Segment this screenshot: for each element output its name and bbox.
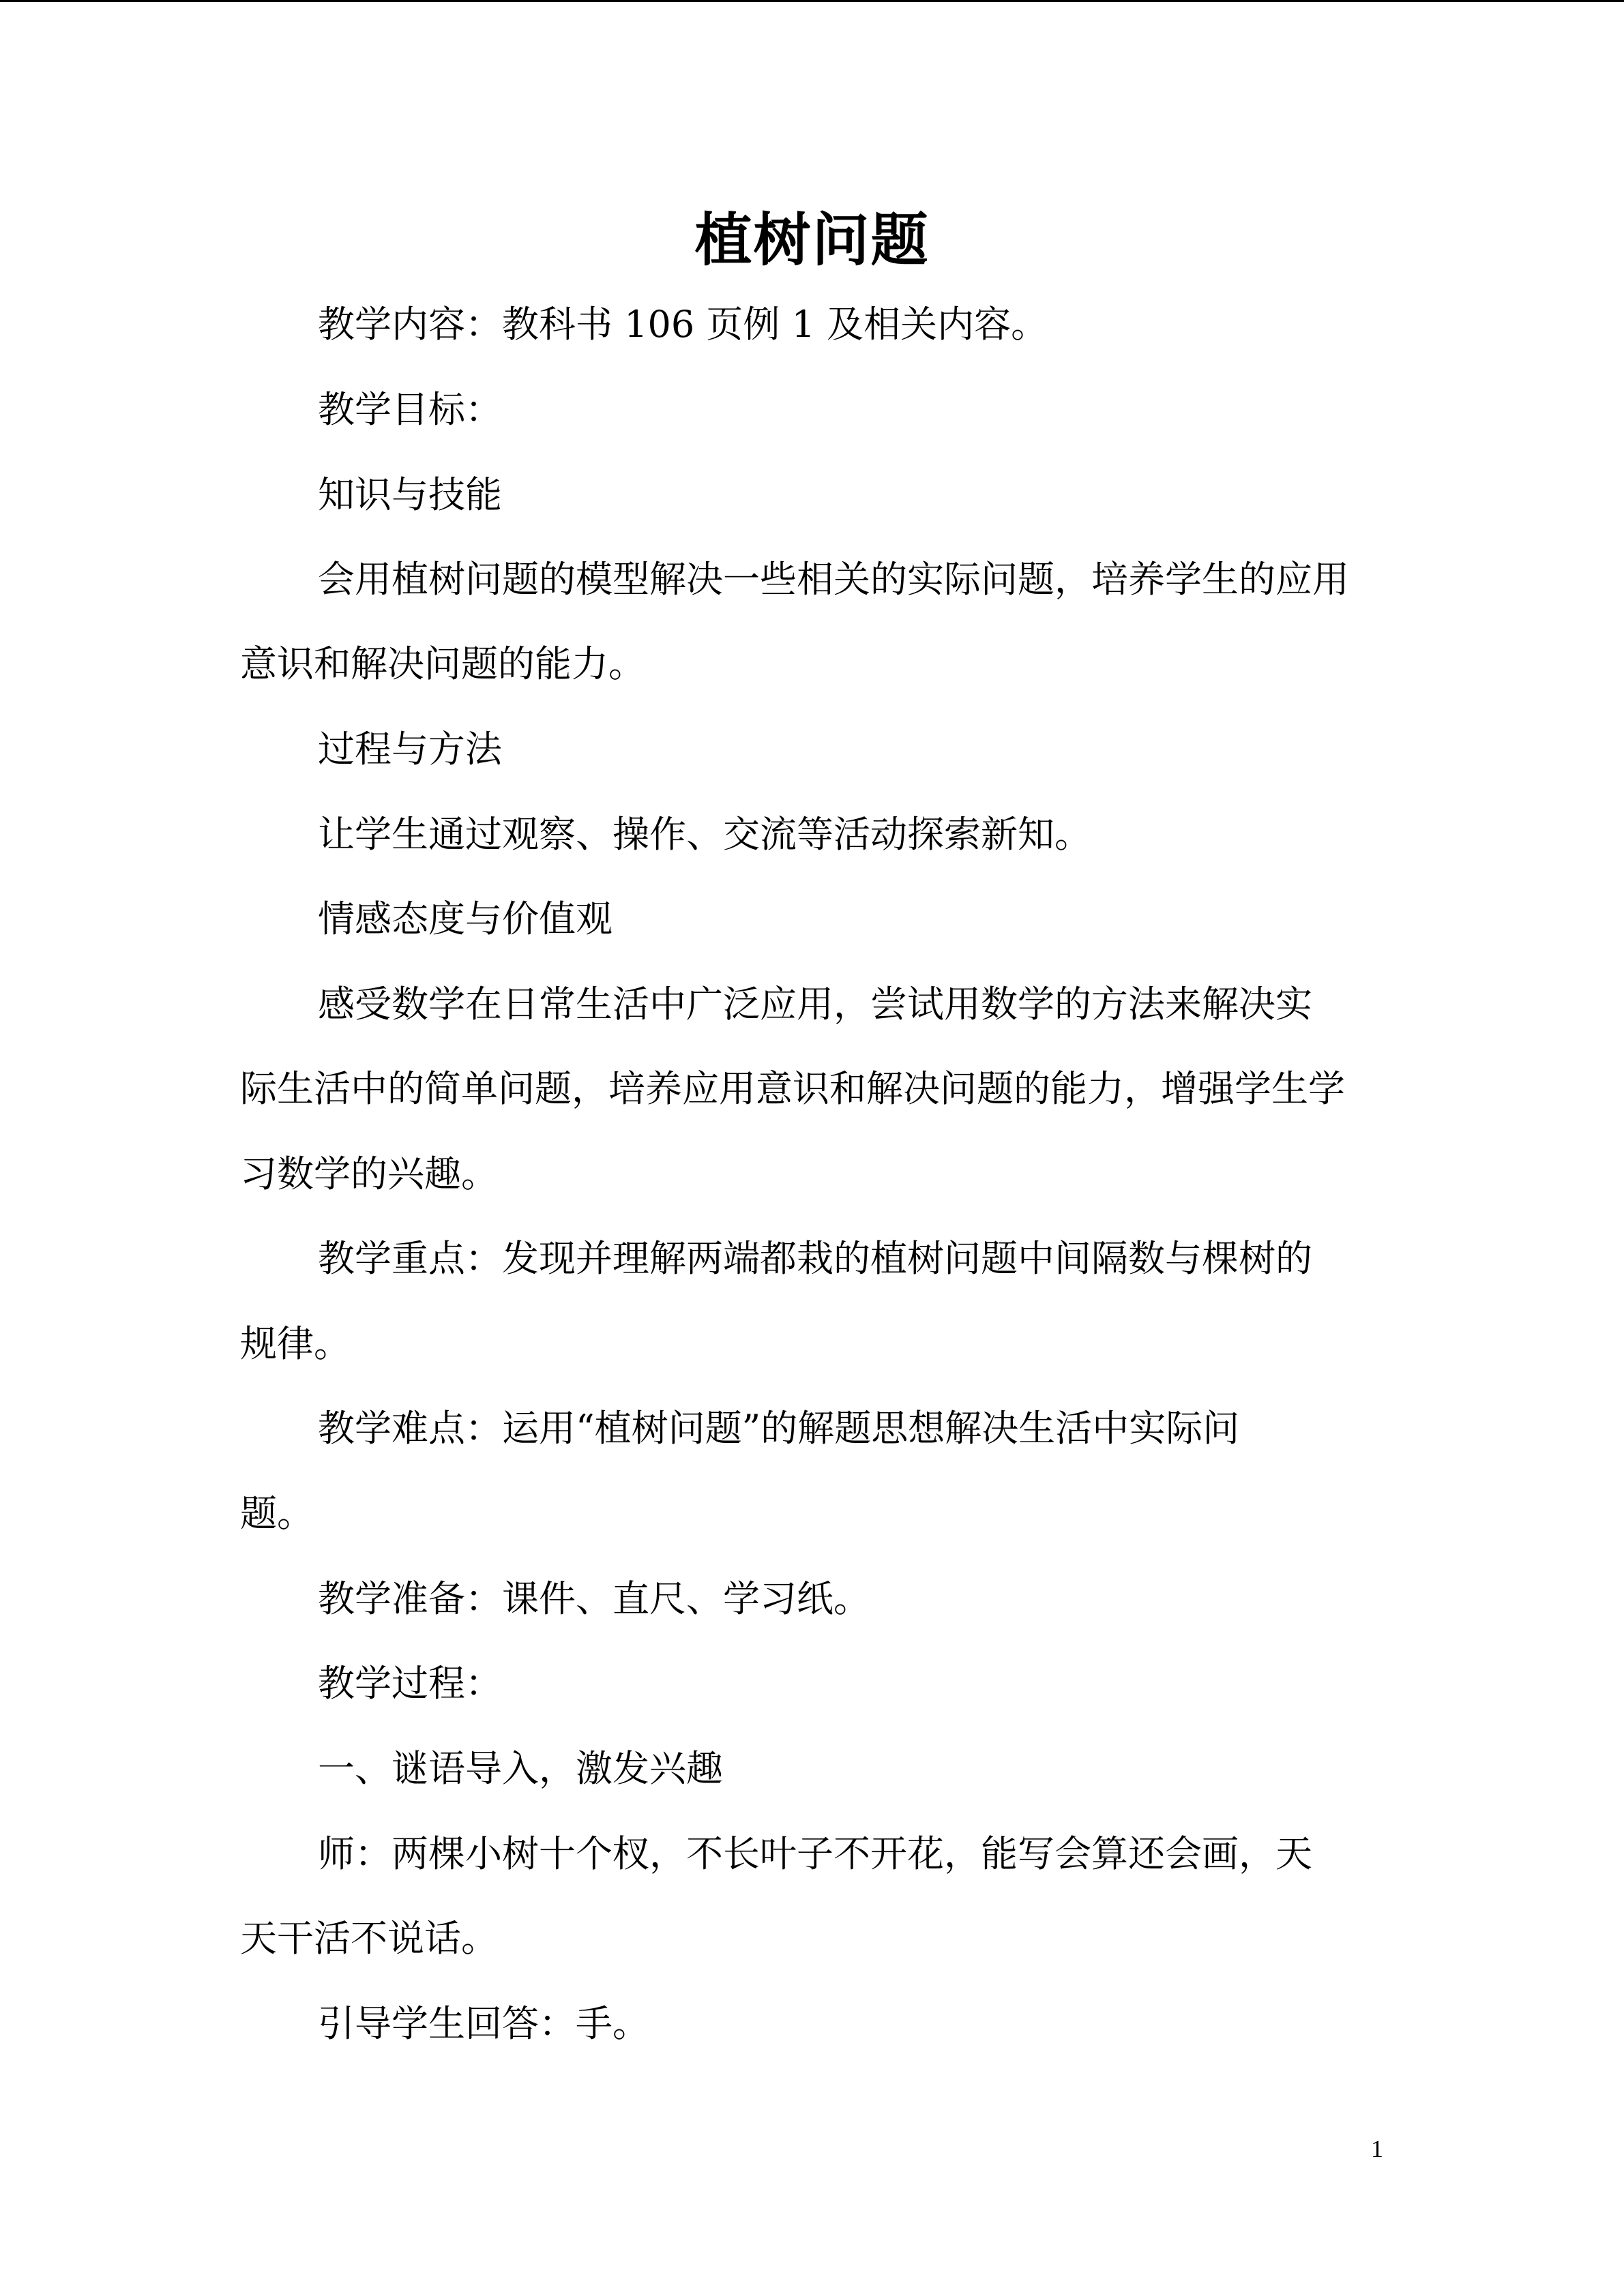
knowledge-skills-text-line-1: 会用植树问题的模型解决一些相关的实际问题，培养学生的应用 (318, 558, 1349, 601)
knowledge-skills-text-line-2: 意识和解决问题的能力。 (240, 642, 645, 685)
process-heading: 教学过程： (318, 1662, 502, 1705)
emotion-values-heading: 情感态度与价值观 (318, 897, 612, 940)
emotion-values-text-line-2: 际生活中的简单问题，培养应用意识和解决问题的能力，增强学生学 (240, 1067, 1345, 1110)
emotion-values-text-line-1: 感受数学在日常生活中广泛应用，尝试用数学的方法来解决实 (318, 983, 1312, 1026)
section-one-heading: 一、谜语导入，激发兴趣 (318, 1747, 723, 1790)
knowledge-skills-heading: 知识与技能 (318, 473, 502, 516)
page-number: 1 (1371, 2135, 1383, 2162)
answer-line: 引导学生回答：手。 (318, 2002, 649, 2045)
page-title: 植树问题 (694, 206, 930, 273)
difficulty-line-1: 教学难点：运用“植树问题”的解题思想解决生活中实际问 (318, 1407, 1240, 1450)
top-border-rule (0, 0, 1624, 2)
riddle-line-1: 师：两棵小树十个杈，不长叶子不开花，能写会算还会画，天 (318, 1832, 1312, 1875)
teaching-content-line: 教学内容：教科书 106 页例 1 及相关内容。 (318, 303, 1048, 346)
difficulty-line-2: 题。 (240, 1492, 314, 1535)
key-point-line-1: 教学重点：发现并理解两端都栽的植树问题中间隔数与棵树的 (318, 1237, 1312, 1280)
preparation-line: 教学准备：课件、直尺、学习纸。 (318, 1577, 870, 1620)
teaching-goals-heading: 教学目标： (318, 388, 502, 431)
emotion-values-text-line-3: 习数学的兴趣。 (240, 1152, 498, 1195)
process-methods-text: 让学生通过观察、操作、交流等活动探索新知。 (318, 813, 1091, 856)
process-methods-heading: 过程与方法 (318, 728, 502, 771)
riddle-line-2: 天干活不说话。 (240, 1917, 498, 1960)
key-point-line-2: 规律。 (240, 1322, 351, 1365)
